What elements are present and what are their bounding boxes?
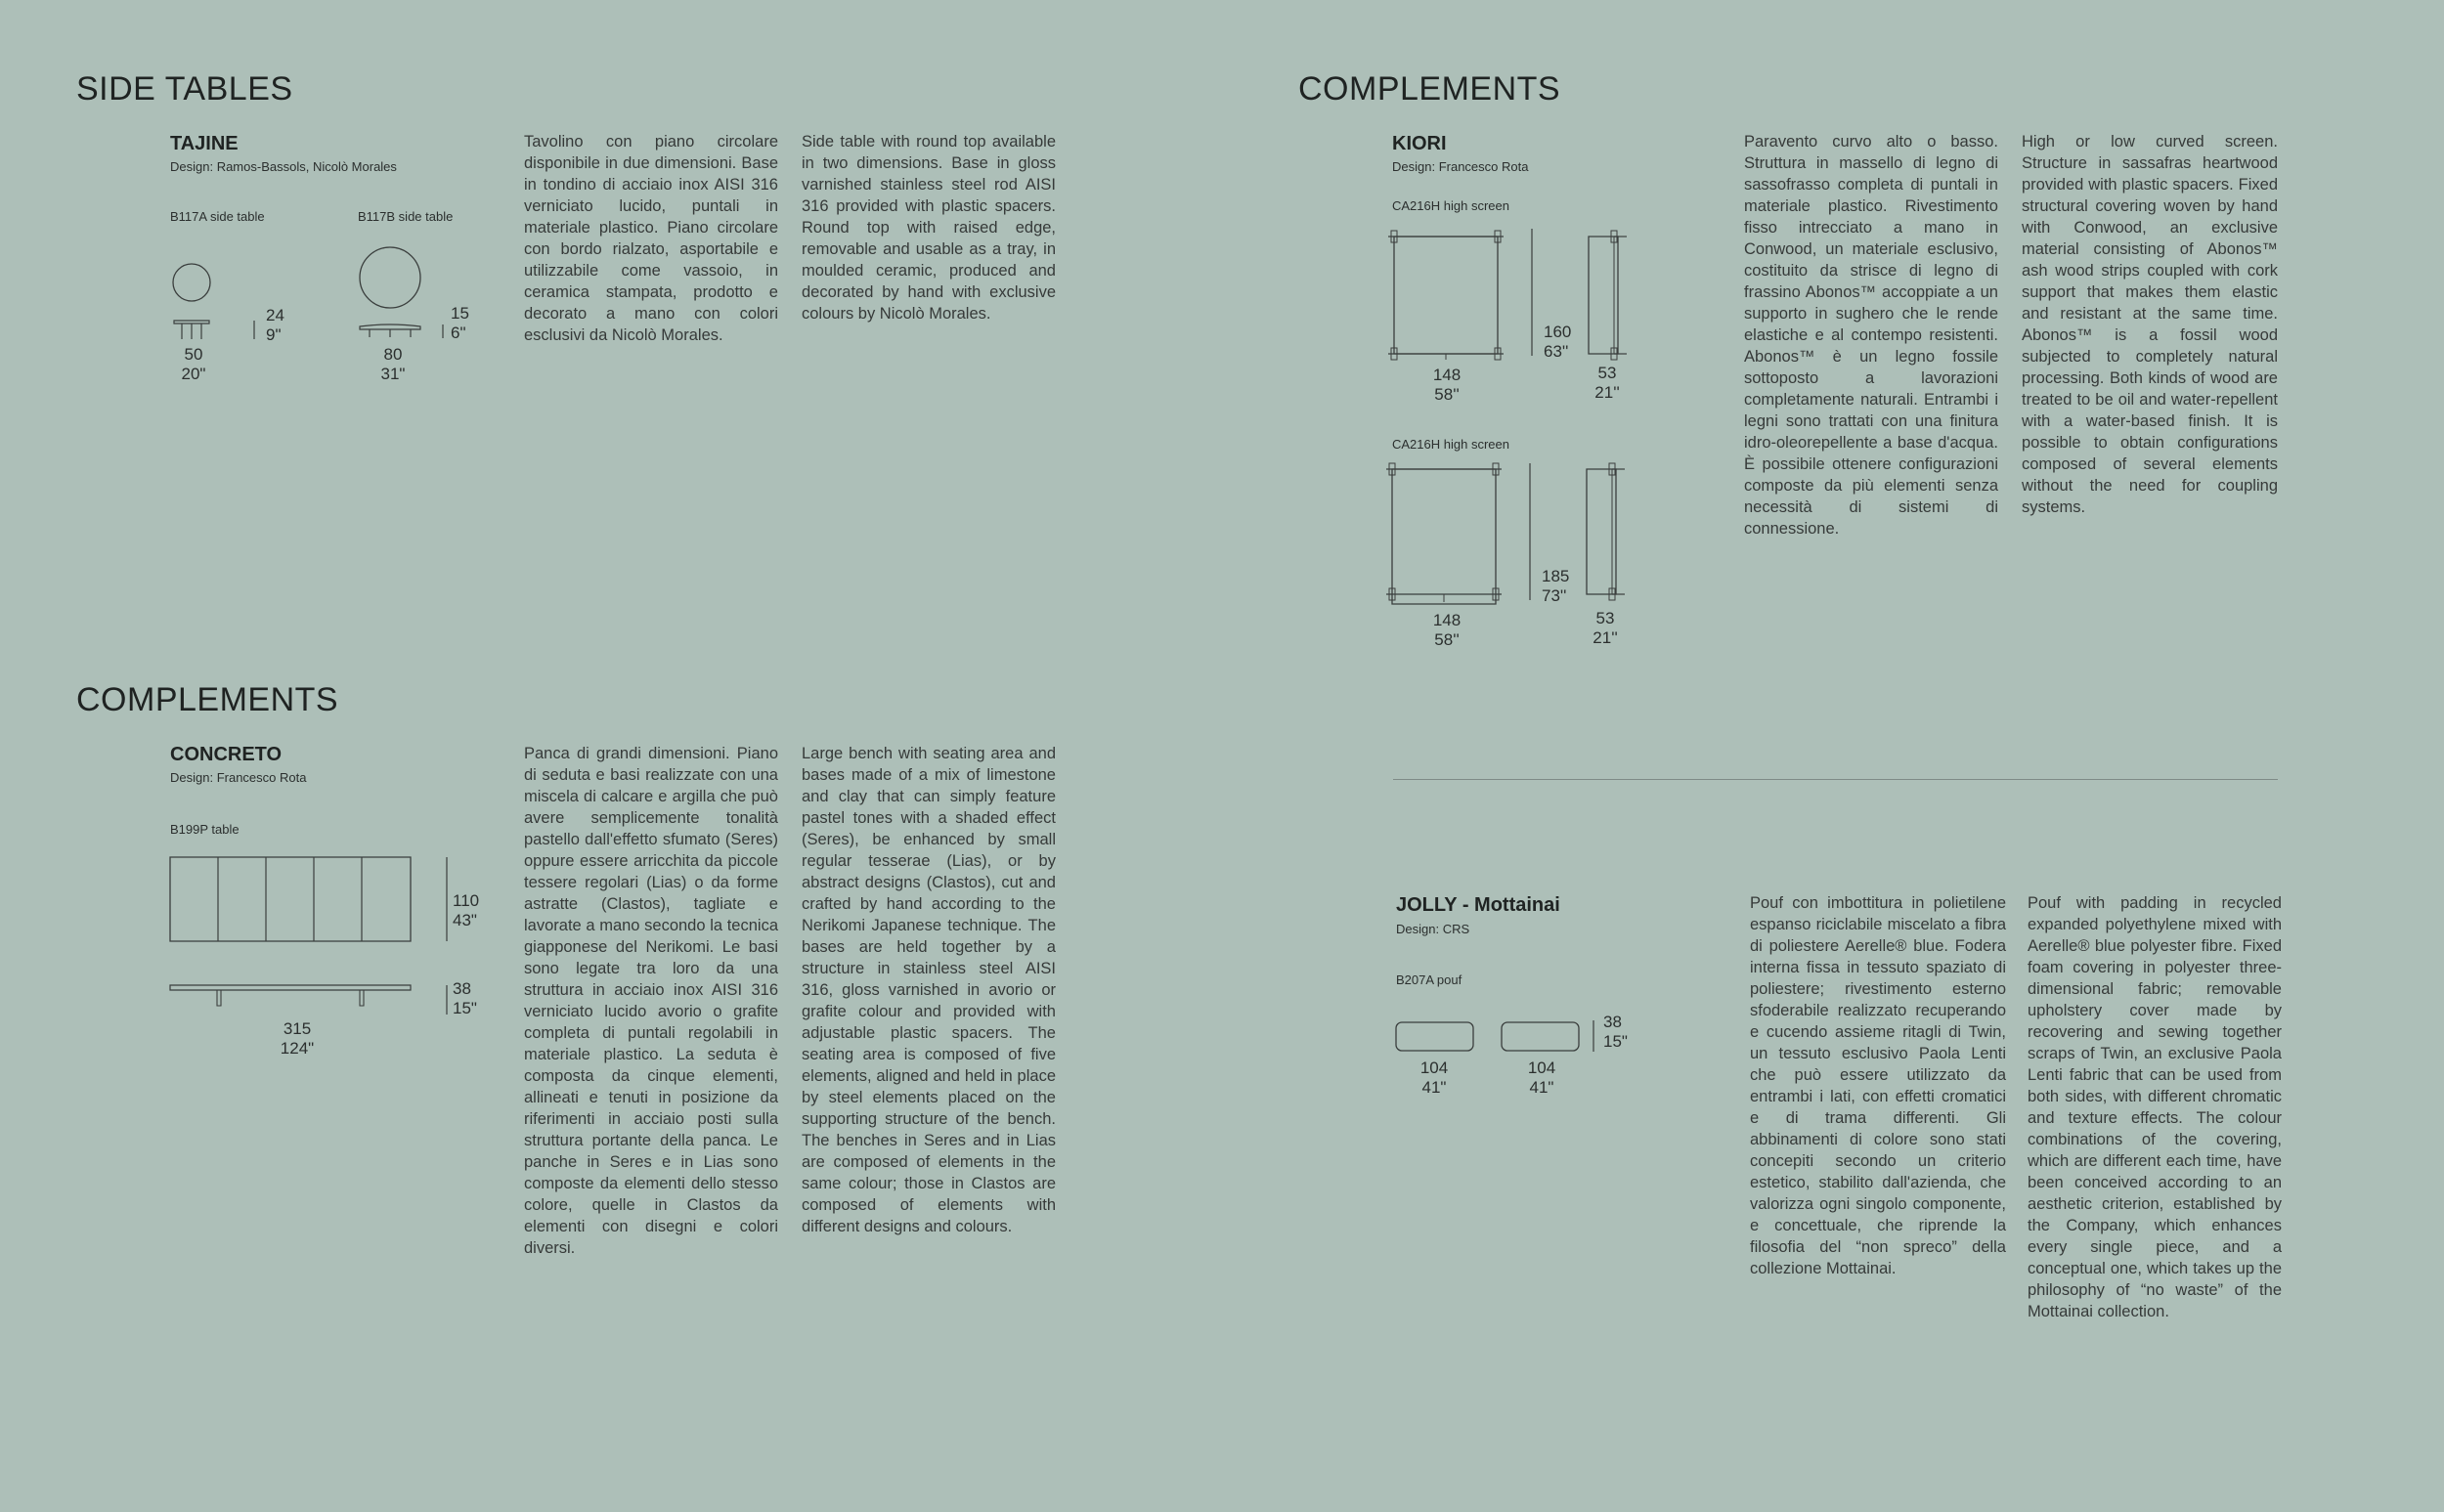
text-kiori-en: High or low curved screen. Structure in sassafras heartwood provided with plastic spacers. Fixed structural covering woven by hand with Conwood, an exclusive material consisting of Abonos™ ash wood strips coupled with cork support that makes them elastic and resistant at the same time. Abonos™ is a fossil wood subjected to completely natural processing. Both kinds of wood are treated to be oil and water-repellent with a water-based finish. It is possible to obtain configurations composed of several elements without the need for coupling systems.: [2022, 133, 2278, 516]
code-ca216h-b: CA216H high screen: [1392, 437, 1509, 452]
dim-b117a-height: 24 9": [266, 306, 284, 344]
divider-rule: [1393, 779, 2278, 780]
drawing-b207a: [1392, 1016, 1617, 1056]
code-b117a: B117A side table: [170, 209, 265, 224]
designer-kiori: Design: Francesco Rota: [1392, 159, 1529, 174]
text-kiori-it: Paravento curvo alto o basso. Struttura in massello di legno di sassofrasso completa di puntali in materiale plastico. Rivestimento fisso intrecciato a mano in Conwood, un materiale esclusivo, costituito da strisce di legno di frassino Abonos™ accoppiate a un supporto in sughero che le rende elastiche e al contempo resistenti. Abonos™ è un legno fossile sottoposto a lavorazioni completamente naturali. Entrambi i legni sono trattati con una finitura idro-oleorepellente a base d'acqua. È possibile ottenere configurazioni composte da più elementi senza necessità di sistemi di connessione.: [1744, 133, 1998, 538]
drawing-ca216h-b: [1382, 459, 1637, 606]
product-name-tajine: TAJINE: [170, 133, 239, 154]
drawing-b117b: [356, 244, 463, 342]
section-title-side-tables: SIDE TABLES: [76, 70, 293, 108]
dim-b207a-width-2: 104 41": [1527, 1058, 1556, 1097]
dim-b117b-height: 15 6": [451, 304, 469, 342]
code-b117b: B117B side table: [358, 209, 454, 224]
text-jolly-it: Pouf con imbottitura in polietilene espanso riciclabile miscelato a fibra di poliestere Aerelle® blue. Fodera interna fissa in tessuto spaziato di poliestere; rivestimento esterno sfoderabile realizzato recuperando e cucendo assieme ritagli di Twin, un tessuto esclusivo Paola Lenti che può essere utilizzato da entrambi i lati, con effetti cromatici e di trama differenti. Gli abbinamenti di colore sono stati concepiti secondo un criterio estetico, stabilito dall'azienda, che valorizza ogni singolo componente, e concettuale, che riprende la filosofia del “non spreco” della collezione Mottainai.: [1750, 894, 2006, 1277]
section-title-complements-left: COMPLEMENTS: [76, 681, 339, 718]
code-ca216h-a: CA216H high screen: [1392, 198, 1509, 213]
dim-ca216h-b-height: 185 73'': [1542, 567, 1570, 605]
dim-b207a-height: 38 15": [1603, 1013, 1628, 1051]
designer-jolly: Design: CRS: [1396, 922, 1470, 936]
dim-b199p-depth: 110 43": [453, 891, 480, 929]
designer-tajine: Design: Ramos-Bassols, Nicolò Morales: [170, 159, 397, 174]
dim-b117b-width: 80 31": [380, 345, 406, 383]
dim-ca216h-a-width: 148 58'': [1432, 366, 1462, 404]
dim-b199p-length: 315 124": [280, 1019, 315, 1058]
code-b199p: B199P table: [170, 822, 240, 837]
dim-b207a-width-1: 104 41": [1419, 1058, 1449, 1097]
drawing-b199p: [168, 854, 481, 1020]
designer-concreto: Design: Francesco Rota: [170, 770, 307, 785]
text-jolly-en: Pouf with padding in recycled expanded polyethylene mixed with Aerelle® blue polyester fibre. Fixed foam covering in polyester three-dimensional fabric; removable upholstery cover made by recovering and sewing together scraps of Twin, an exclusive Paola Lenti fabric that can be used from both sides, with different chromatic and texture effects. The colour combinations of the covering, which are different each time, have been conceived according to an aesthetic criterion, established by the Company, which enhances every single piece, and a conceptual one, which takes up the philosophy of “no waste” of the Mottainai collection.: [2028, 894, 2282, 1320]
dim-b117a-width: 50 20": [181, 345, 206, 383]
text-tajine-it: Tavolino con piano circolare disponibile in due dimensioni. Base in tondino di acciaio inox AISI 316 verniciato lucido, puntali in materiale plastico. Piano circolare con bordo rialzato, asportabile e utilizzabile come vassoio, in ceramica stampata, prodotto e decorato a mano con colori esclusivi da Nicolò Morales.: [524, 133, 778, 344]
product-name-jolly: JOLLY - Mottainai: [1396, 894, 1560, 916]
dim-ca216h-b-depth: 53 21'': [1593, 609, 1618, 647]
dim-ca216h-a-depth: 53 21'': [1594, 364, 1620, 402]
text-tajine-en: Side table with round top available in two dimensions. Base in gloss varnished stainless steel rod AISI 316 provided with plastic spacers. Round top with raised edge, removable and usable as a tray, in moulded ceramic, produced and decorated by hand with exclusive colours by Nicolò Morales.: [802, 133, 1056, 323]
product-name-kiori: KIORI: [1392, 133, 1447, 154]
section-title-complements-right: COMPLEMENTS: [1298, 70, 1561, 108]
text-concreto-it: Panca di grandi dimensioni. Piano di seduta e basi realizzate con una miscela di calcare e argilla che può avere semplicemente tonalità pastello dall'effetto sfumato (Seres) oppure essere arricchita da piccole tessere regolari (Lias) o da forme astratte (Clastos), tagliate e lavorate a mano secondo la tecnica giapponese del Nerikomi. Le basi sono legate tra loro da una struttura in acciaio inox AISI 316 verniciato lucido avorio o grafite completa di puntali regolabili in materiale plastico. La seduta è composta da cinque elementi, allineati e tenuti in posizione da riferimenti in acciaio posti sulla struttura portante della panca. Le panche in Seres e in Lias sono composte da elementi dello stesso colore, quelle in Clastos da elementi con disegni e colori diversi.: [524, 745, 778, 1257]
dim-b199p-height: 38 15": [453, 979, 477, 1017]
text-concreto-en: Large bench with seating area and bases made of a mix of limestone and clay that can simply feature pastel tones with a shaded effect (Seres), be enhanced by small regular tesserae (Lias), or by abstract designs (Clastos), cut and crafted by hand according to the Nerikomi Japanese technique. The bases are held together by a structure in stainless steel AISI 316, gloss varnished in avorio or grafite colour and provided with adjustable plastic spacers. The seating area is composed of five elements, aligned and held in place by steel elements placed on the supporting structure of the bench. The benches in Seres and in Lias are composed of elements in the same colour; those in Clastos are composed of elements with different designs and colours.: [802, 745, 1056, 1235]
drawing-ca216h-a: [1384, 225, 1638, 362]
code-b207a: B207A pouf: [1396, 972, 1462, 987]
dim-ca216h-a-height: 160 63'': [1544, 323, 1572, 361]
dim-ca216h-b-width: 148 58'': [1432, 611, 1462, 649]
product-name-concreto: CONCRETO: [170, 744, 283, 765]
drawing-b117a: [166, 259, 274, 347]
